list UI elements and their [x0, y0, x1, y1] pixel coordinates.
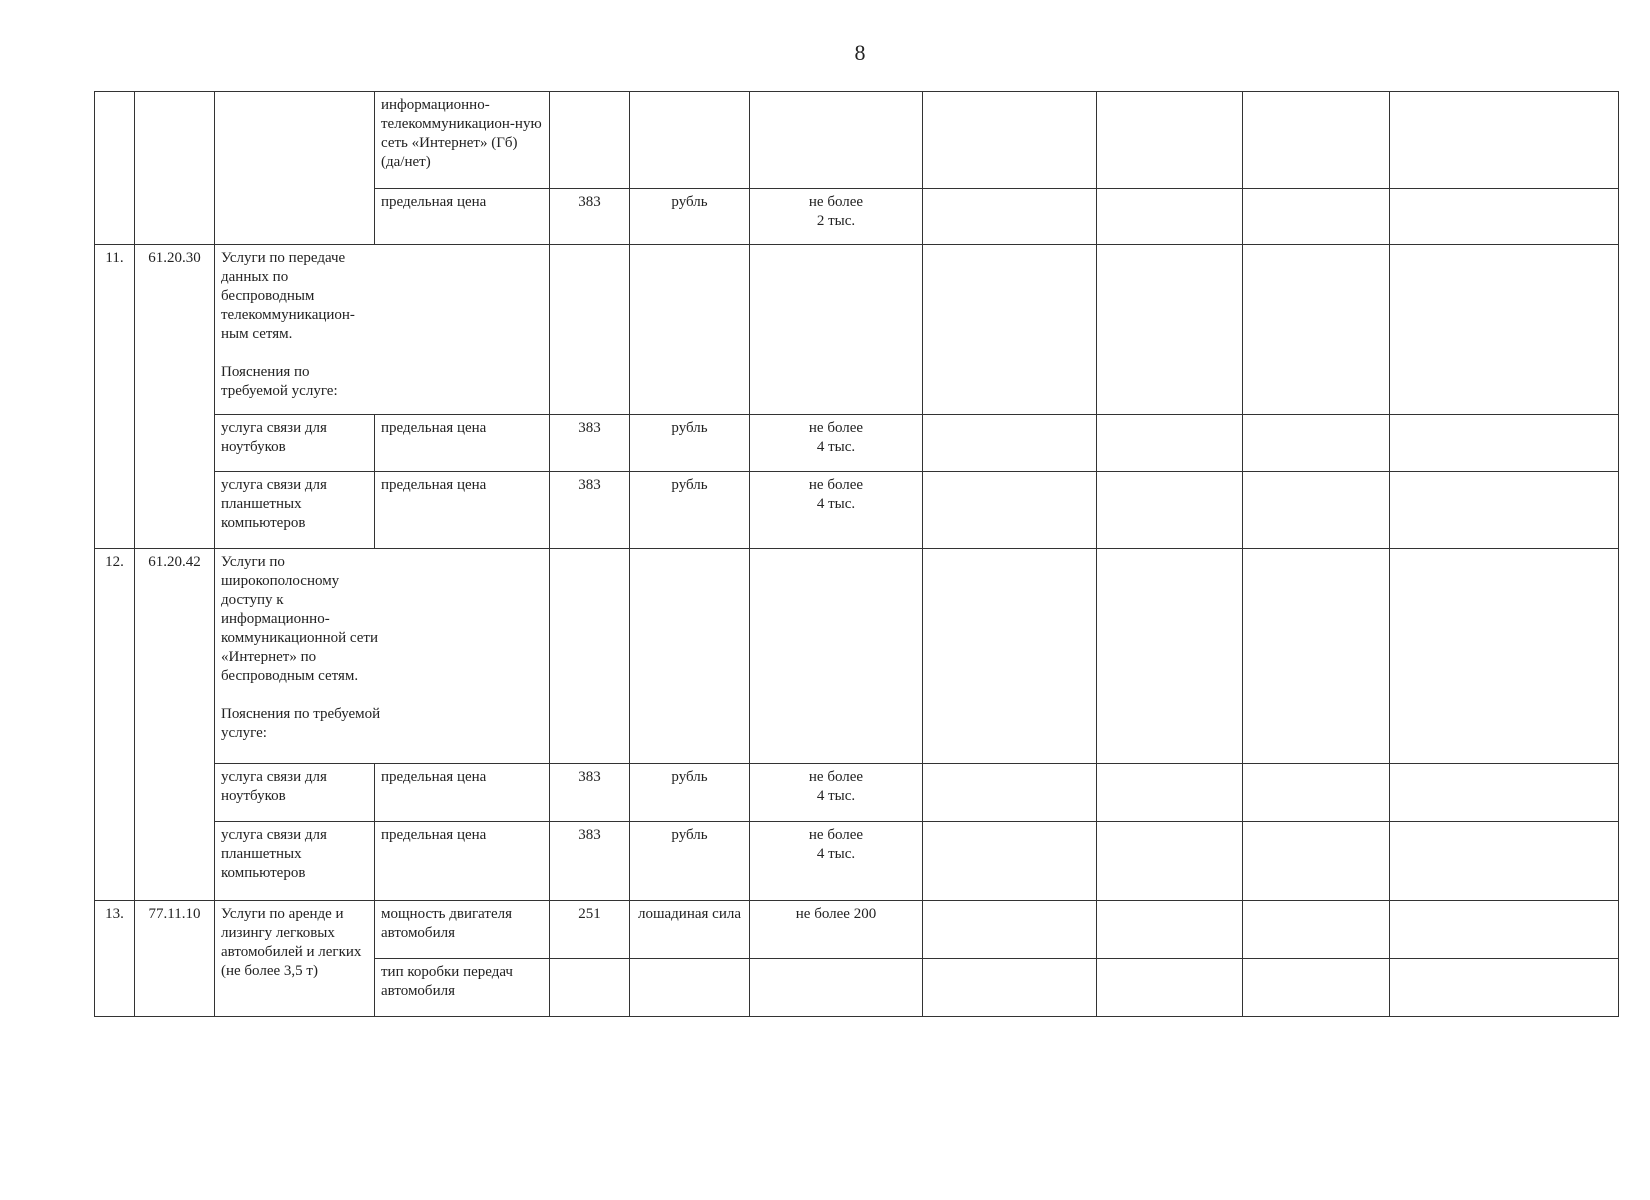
cell-empty	[1390, 415, 1619, 472]
cell-empty	[1243, 822, 1390, 901]
cell-empty	[923, 472, 1097, 549]
table-row	[95, 822, 1619, 901]
cell-unit: рубль	[630, 415, 750, 472]
cell-unit	[630, 92, 750, 189]
cell-unit: рубль	[630, 764, 750, 822]
page-number: 8	[854, 40, 866, 65]
cell-code: 383	[550, 472, 630, 549]
cell-empty	[923, 549, 1097, 764]
cell-empty	[923, 92, 1097, 189]
cell-characteristic: мощность двигателя автомобиля	[375, 901, 550, 959]
cell-num: 13.	[95, 901, 135, 1017]
value-line-1: не более	[808, 769, 864, 785]
cell-empty	[923, 415, 1097, 472]
cell-value	[750, 472, 923, 549]
cell-okpd: 61.20.30	[135, 245, 215, 549]
service-note: Пояснения по требуемой услуге:	[221, 706, 381, 741]
cell-empty	[1243, 245, 1390, 415]
cell-unit: рубль	[630, 189, 750, 245]
cell-value	[750, 549, 923, 764]
cell-name	[215, 92, 375, 245]
cell-empty	[1243, 189, 1390, 245]
value-line-2: 4 тыс.	[816, 439, 856, 455]
cell-code: 383	[550, 764, 630, 822]
cell-name	[215, 549, 550, 764]
cell-unit	[630, 245, 750, 415]
cell-value	[750, 959, 923, 1017]
cell-empty	[1243, 415, 1390, 472]
service-name: Услуги по широкополосному доступу к информационно-коммуникационной сети «Интернет» по беспроводным сетям.	[221, 554, 378, 684]
cell-empty	[1097, 92, 1243, 189]
cell-code	[550, 549, 630, 764]
cell-num	[95, 92, 135, 245]
cell-empty	[1390, 189, 1619, 245]
cell-subservice: услуга связи для ноутбуков	[215, 415, 375, 472]
cell-empty	[1243, 764, 1390, 822]
cell-value	[750, 92, 923, 189]
cell-empty	[1097, 189, 1243, 245]
cell-characteristic: тип коробки передач автомобиля	[375, 959, 550, 1017]
cell-okpd	[135, 92, 215, 245]
cell-code	[550, 92, 630, 189]
cell-empty	[1390, 959, 1619, 1017]
table-row	[95, 472, 1619, 549]
cell-subservice: услуга связи для ноутбуков	[215, 764, 375, 822]
cell-value	[750, 245, 923, 415]
cell-code: 383	[550, 415, 630, 472]
cell-empty	[1097, 415, 1243, 472]
cell-code: 383	[550, 822, 630, 901]
cell-empty	[1390, 822, 1619, 901]
cell-value	[750, 189, 923, 245]
cell-code: 383	[550, 189, 630, 245]
cell-empty	[1243, 92, 1390, 189]
cell-okpd: 61.20.42	[135, 549, 215, 901]
value-line-2: 4 тыс.	[816, 496, 856, 512]
cell-name: Услуги по аренде и лизингу легковых автомобилей и легких (не более 3,5 т)	[215, 901, 375, 1017]
cell-characteristic: предельная цена	[375, 822, 550, 901]
cell-empty	[1097, 764, 1243, 822]
cell-empty	[1390, 764, 1619, 822]
cell-empty	[1243, 959, 1390, 1017]
value-line-2: 2 тыс.	[816, 213, 856, 229]
cell-subservice: услуга связи для планшетных компьютеров	[215, 472, 375, 549]
value-line-2: 4 тыс.	[816, 788, 856, 804]
cell-value	[750, 822, 923, 901]
cell-unit	[630, 549, 750, 764]
table-row	[95, 245, 1619, 415]
value-line-1: не более	[808, 194, 864, 210]
cell-code	[550, 245, 630, 415]
cell-empty	[1243, 549, 1390, 764]
table-row	[95, 415, 1619, 472]
cell-value	[750, 764, 923, 822]
cell-empty	[923, 189, 1097, 245]
table-row	[95, 549, 1619, 764]
cell-empty	[1390, 92, 1619, 189]
cell-characteristic: информационно-телекоммуникацион-ную сеть «Интернет» (Гб) (да/нет)	[375, 92, 550, 189]
value-line-1: не более	[808, 827, 864, 843]
cell-empty	[1390, 472, 1619, 549]
cell-empty	[1390, 245, 1619, 415]
service-note: Пояснения по требуемой услуге:	[221, 364, 338, 399]
cell-unit: лошадиная сила	[630, 901, 750, 959]
value-line-2: 4 тыс.	[816, 846, 856, 862]
cell-value	[750, 415, 923, 472]
cell-empty	[1097, 901, 1243, 959]
cell-empty	[923, 245, 1097, 415]
cell-num: 11.	[95, 245, 135, 549]
table-row	[95, 92, 1619, 189]
cell-code	[550, 959, 630, 1017]
table-row	[95, 901, 1619, 959]
cell-value: не более 200	[750, 901, 923, 959]
cell-empty	[923, 901, 1097, 959]
cell-empty	[1097, 822, 1243, 901]
cell-empty	[923, 822, 1097, 901]
cell-empty	[1097, 959, 1243, 1017]
cell-okpd: 77.11.10	[135, 901, 215, 1017]
requirements-table	[94, 91, 1619, 1017]
cell-empty	[1243, 901, 1390, 959]
cell-empty	[923, 959, 1097, 1017]
cell-characteristic: предельная цена	[375, 472, 550, 549]
cell-empty	[1390, 549, 1619, 764]
cell-characteristic: предельная цена	[375, 415, 550, 472]
cell-characteristic: предельная цена	[375, 189, 550, 245]
value-line-1: не более	[808, 477, 864, 493]
cell-empty	[1097, 549, 1243, 764]
cell-empty	[1097, 245, 1243, 415]
cell-unit: рубль	[630, 472, 750, 549]
value-line-1: не более	[808, 420, 864, 436]
service-name: Услуги по передаче данных по беспроводным телекоммуникацион-ным сетям.	[221, 250, 355, 342]
cell-unit: рубль	[630, 822, 750, 901]
cell-empty	[1390, 901, 1619, 959]
cell-unit	[630, 959, 750, 1017]
cell-code: 251	[550, 901, 630, 959]
cell-empty	[1243, 472, 1390, 549]
cell-num: 12.	[95, 549, 135, 901]
cell-name	[215, 245, 550, 415]
cell-empty	[1097, 472, 1243, 549]
cell-empty	[923, 764, 1097, 822]
cell-subservice: услуга связи для планшетных компьютеров	[215, 822, 375, 901]
cell-characteristic: предельная цена	[375, 764, 550, 822]
table-row	[95, 764, 1619, 822]
